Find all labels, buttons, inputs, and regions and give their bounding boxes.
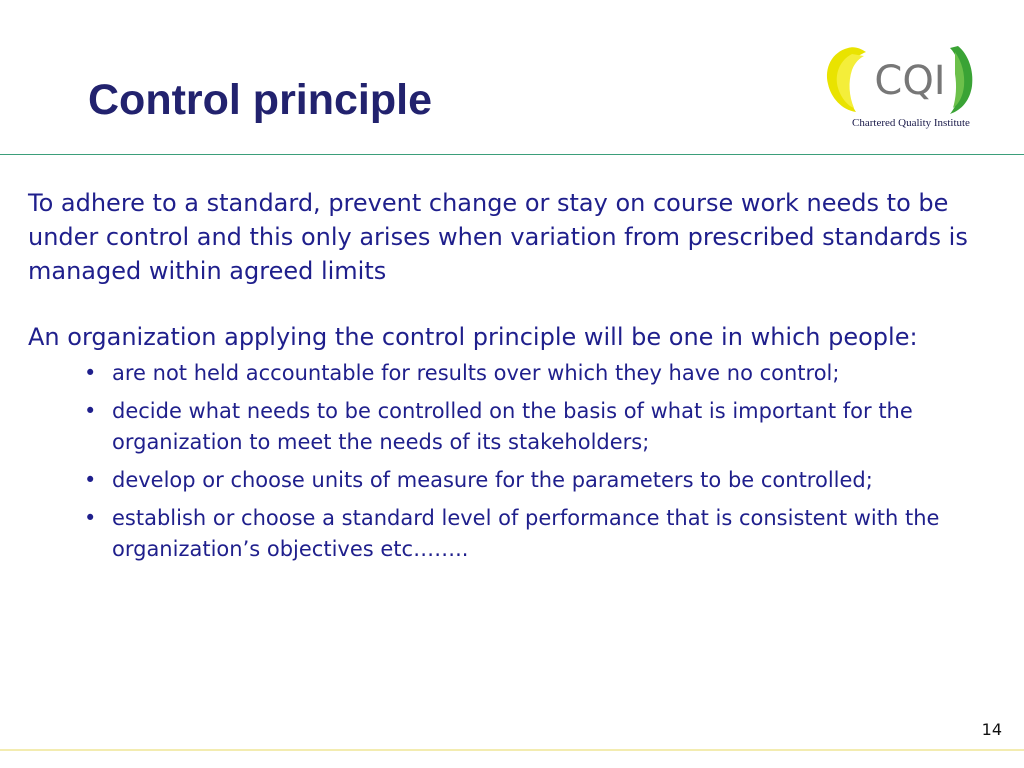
lead-in-paragraph: An organization applying the control principle will be one in which people: xyxy=(28,323,918,351)
list-item xyxy=(84,396,962,458)
list-item xyxy=(84,465,962,496)
list-item-text: are not held accountable for results over which they have no control; xyxy=(112,361,840,385)
page-number: 14 xyxy=(981,720,1002,739)
cqi-wordmark xyxy=(822,44,992,119)
list-item-text: develop or choose units of measure for the parameters to be controlled; xyxy=(112,468,873,492)
cqi-logo xyxy=(822,44,992,134)
slide-title: Control principle xyxy=(88,76,432,124)
list-item xyxy=(84,503,962,565)
bullet-list xyxy=(28,358,988,565)
bullet-icon: • xyxy=(84,361,97,385)
list-item-text: establish or choose a standard level of performance that is consistent with the organization’s objectives etc…….. xyxy=(112,506,940,561)
list-item xyxy=(84,358,962,389)
footer-divider xyxy=(0,749,1024,751)
bullet-icon: • xyxy=(84,506,97,530)
svg-text:CQI: CQI xyxy=(874,58,946,104)
bullet-icon: • xyxy=(84,468,97,492)
intro-paragraph: To adhere to a standard, prevent change or stay on course work needs to be under control and this only arises when variation from prescribed standards is managed within agreed limits xyxy=(28,189,968,285)
list-item-text: decide what needs to be controlled on the basis of what is important for the organization to meet the needs of its stakeholders; xyxy=(112,399,913,454)
bullet-icon: • xyxy=(84,399,97,423)
header-divider xyxy=(0,154,1024,155)
slide-body xyxy=(28,186,988,572)
logo-tagline: Chartered Quality Institute xyxy=(852,117,970,129)
